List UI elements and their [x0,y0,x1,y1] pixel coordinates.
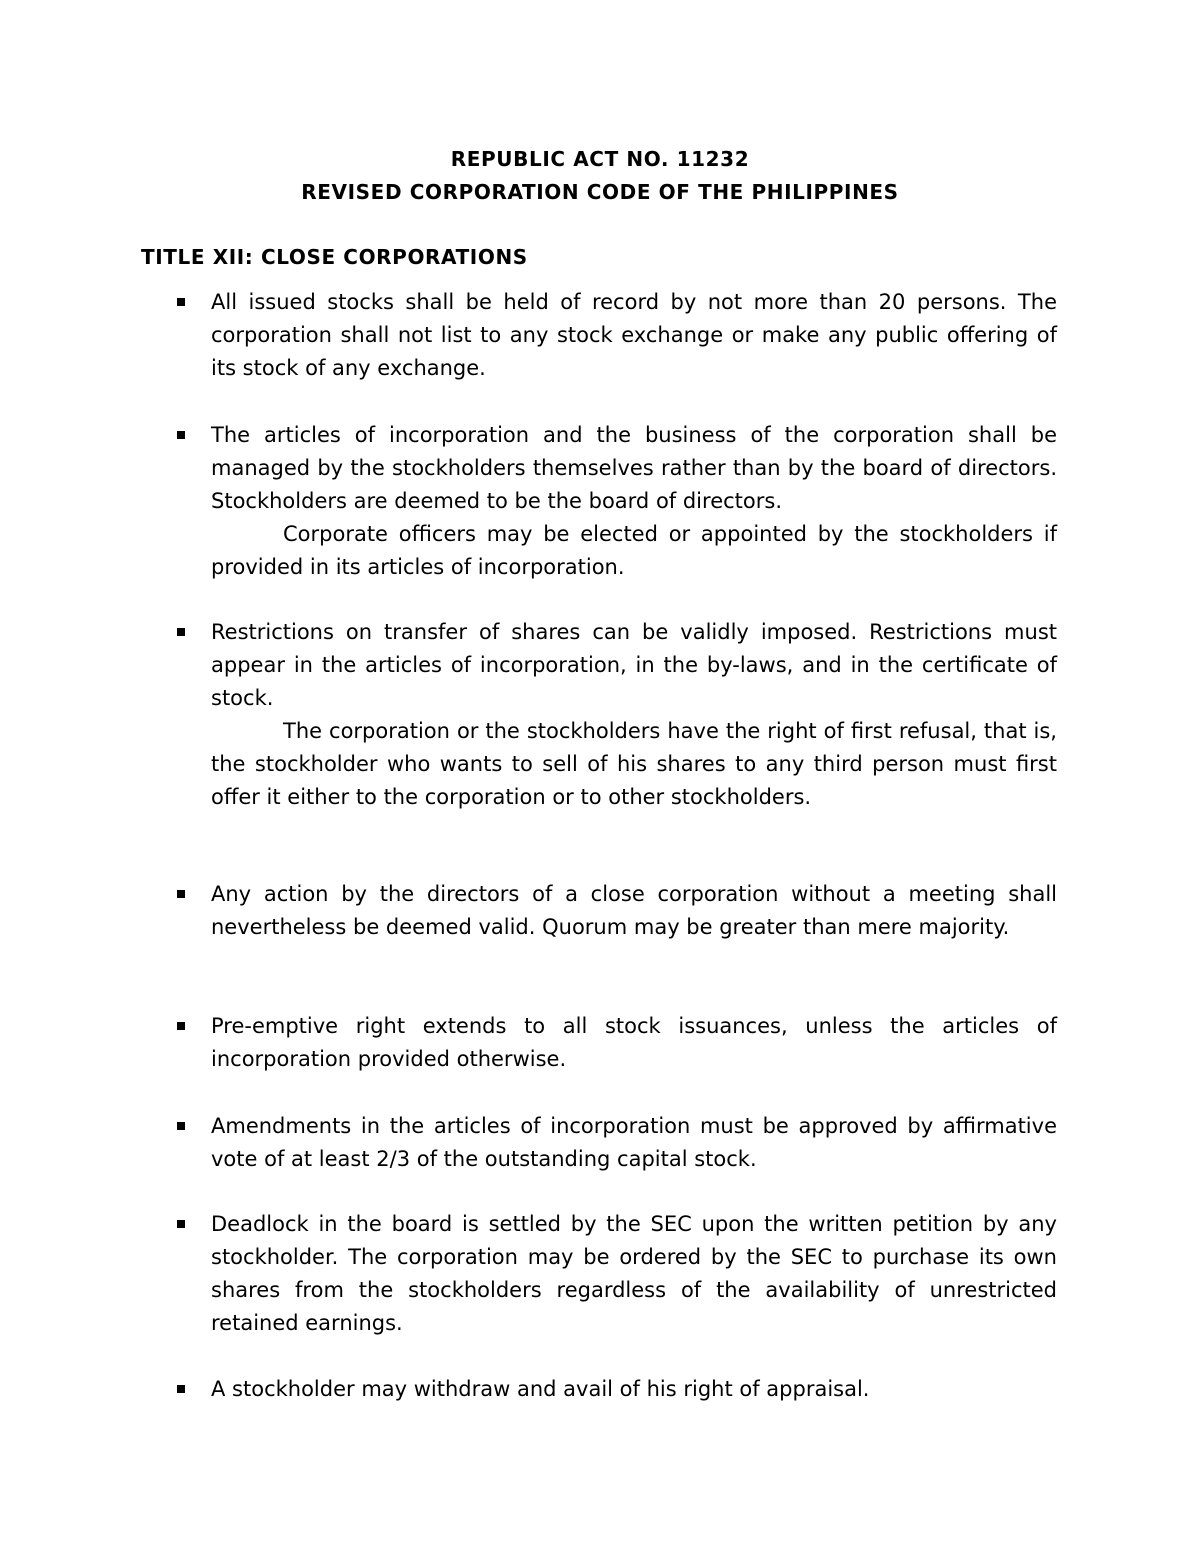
code-title-heading: REVISED CORPORATION CODE OF THE PHILIPPINES [301,180,899,204]
square-bullet-icon [177,1220,185,1228]
list-item-text: All issued stocks shall be held of record by not more than 20 persons. The corporation shall not list to any stock exchange or make any public offering of its stock of any exchange. [211,290,1057,380]
list-item [211,616,1057,814]
list-item [211,1208,1057,1340]
list-item-continuation: The corporation or the stockholders have the right of first refusal, that is, the stockholder who wants to sell of his shares to any third person must first offer it either to the corporation or to other stockholders. [211,719,1057,809]
list-item [211,1110,1057,1176]
square-bullet-icon [177,431,185,439]
list-item [211,1373,1057,1406]
square-bullet-icon [177,628,185,636]
square-bullet-icon [177,1022,185,1030]
list-item-text: Amendments in the articles of incorporation must be approved by affirmative vote of at least 2/3 of the outstanding capital stock. [211,1114,1057,1171]
list-item-text: Deadlock in the board is settled by the SEC upon the written petition by any stockholder. The corporation may be ordered by the SEC to purchase its own shares from the stockholders regardless of the availability of unrestricted retained earnings. [211,1212,1057,1335]
list-item-text: Restrictions on transfer of shares can be validly imposed. Restrictions must appear in the articles of incorporation, in the by-laws, and in the certificate of stock. [211,620,1057,710]
list-item [211,1010,1057,1076]
list-item [211,419,1057,584]
act-number-heading: REPUBLIC ACT NO. 11232 [450,147,750,171]
list-item-continuation: Corporate officers may be elected or appointed by the stockholders if provided in its articles of incorporation. [211,522,1057,579]
list-item-text: A stockholder may withdraw and avail of his right of appraisal. [211,1377,870,1401]
square-bullet-icon [177,298,185,306]
square-bullet-icon [177,890,185,898]
list-item-text: Any action by the directors of a close corporation without a meeting shall nevertheless be deemed valid. Quorum may be greater than mere majority. [211,882,1057,939]
list-item-text: Pre-emptive right extends to all stock issuances, unless the articles of incorporation provided otherwise. [211,1014,1057,1071]
list-item [211,878,1057,944]
list-item [211,286,1057,385]
square-bullet-icon [177,1385,185,1393]
square-bullet-icon [177,1122,185,1130]
list-item-text: The articles of incorporation and the business of the corporation shall be managed by the stockholders themselves rather than by the board of directors. Stockholders are deemed to be the board of directors. [211,423,1057,513]
section-title: TITLE XII: CLOSE CORPORATIONS [141,245,528,269]
